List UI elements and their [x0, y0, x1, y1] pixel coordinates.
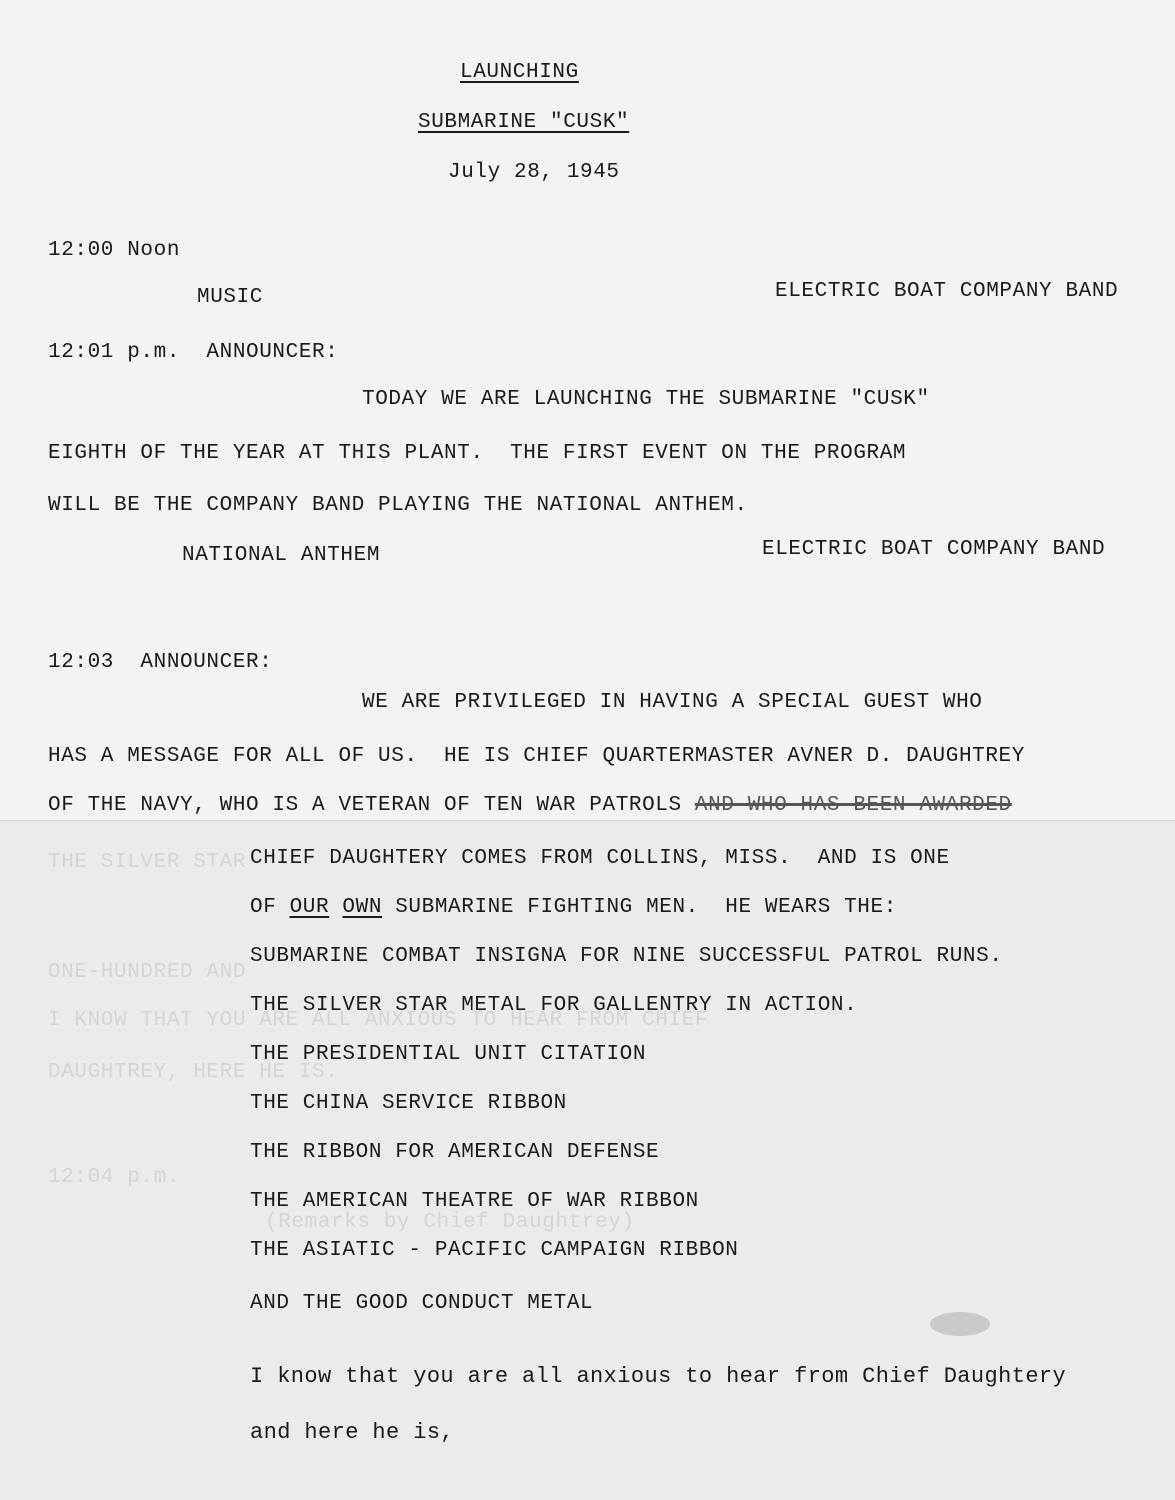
underlined-own: OWN	[342, 896, 383, 919]
para2-line3-text: OF THE NAVY, WHO IS A VETERAN OF TEN WAR PATROLS	[48, 794, 695, 817]
pasted-line-10: AND THE GOOD CONDUCT METAL	[250, 1292, 594, 1315]
band-label-2: ELECTRIC BOAT COMPANY BAND	[762, 538, 1106, 561]
ghost-line-3: I KNOW THAT YOU ARE ALL ANXIOUS TO HEAR FROM CHIEF	[48, 1009, 709, 1032]
title-submarine: SUBMARINE "CUSK"	[418, 111, 630, 134]
time-1203-announcer: 12:03 ANNOUNCER:	[48, 651, 273, 674]
ink-smudge	[930, 1312, 990, 1336]
underlined-our: OUR	[289, 896, 330, 919]
pasted-line-8: THE AMERICAN THEATRE OF WAR RIBBON	[250, 1190, 699, 1213]
pasted-line-5: THE PRESIDENTIAL UNIT CITATION	[250, 1043, 647, 1066]
para2-line2: HAS A MESSAGE FOR ALL OF US. HE IS CHIEF QUARTERMASTER AVNER D. DAUGHTREY	[48, 745, 1025, 768]
pasted-line-9: THE ASIATIC - PACIFIC CAMPAIGN RIBBON	[250, 1239, 739, 1262]
ghost-line-4: DAUGHTREY, HERE HE IS.	[48, 1061, 339, 1084]
document-date: July 28, 1945	[448, 161, 620, 184]
band-label-1: ELECTRIC BOAT COMPANY BAND	[775, 280, 1119, 303]
pasted-line-2a: OF	[250, 896, 290, 919]
pasted-line-12: and here he is,	[250, 1420, 455, 1445]
title-launching: LAUNCHING	[460, 61, 579, 84]
pasted-line-4: THE SILVER STAR METAL FOR GALLENTRY IN ACTION.	[250, 994, 858, 1017]
para1-line3: WILL BE THE COMPANY BAND PLAYING THE NATIONAL ANTHEM.	[48, 494, 748, 517]
pasted-line-11: I know that you are all anxious to hear from Chief Daughtery	[250, 1364, 1067, 1389]
time-1201-announcer: 12:01 p.m. ANNOUNCER:	[48, 341, 339, 364]
music-label: MUSIC	[197, 286, 264, 309]
ghost-line-6: (Remarks by Chief Daughtrey)	[265, 1211, 635, 1234]
pasted-line-3: SUBMARINE COMBAT INSIGNA FOR NINE SUCCESSFUL PATROL RUNS.	[250, 945, 1003, 968]
anthem-label: NATIONAL ANTHEM	[182, 544, 381, 567]
pasted-line-2	[250, 897, 897, 918]
struck-text: AND WHO HAS BEEN AWARDED	[694, 794, 1012, 817]
para2-line1: WE ARE PRIVILEGED IN HAVING A SPECIAL GUEST WHO	[362, 691, 983, 714]
pasted-line-6: THE CHINA SERVICE RIBBON	[250, 1092, 567, 1115]
ghost-line-2: ONE-HUNDRED AND	[48, 961, 247, 984]
time-noon: 12:00 Noon	[48, 239, 181, 262]
ghost-line-5: 12:04 p.m.	[48, 1166, 181, 1189]
pasted-line-2e: SUBMARINE FIGHTING MEN. HE WEARS THE:	[382, 896, 897, 919]
ghost-line-1: THE SILVER STAR	[48, 851, 247, 874]
pasted-line-2c	[329, 896, 342, 919]
para1-line2: EIGHTH OF THE YEAR AT THIS PLANT. THE FIRST EVENT ON THE PROGRAM	[48, 442, 907, 465]
pasted-line-1: CHIEF DAUGHTERY COMES FROM COLLINS, MISS. AND IS ONE	[250, 847, 950, 870]
para2-line3	[48, 795, 1012, 816]
pasted-line-7: THE RIBBON FOR AMERICAN DEFENSE	[250, 1141, 660, 1164]
para1-line1: TODAY WE ARE LAUNCHING THE SUBMARINE "CUSK"	[362, 388, 930, 411]
